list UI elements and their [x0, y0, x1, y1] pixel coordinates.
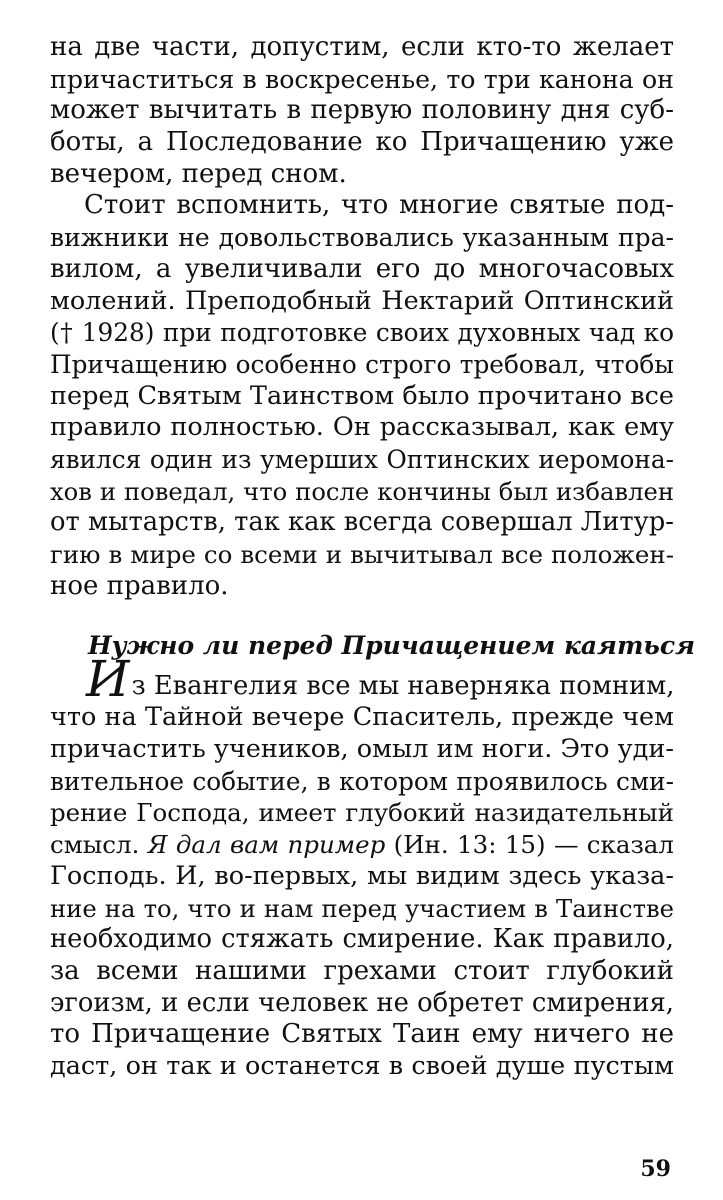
- text-line: необходимо стяжать смирение. Как правило,: [50, 924, 674, 955]
- text-line: явился один из умерших Оптинских иеромона-: [50, 444, 674, 474]
- text-line: († 1928) при подготовке своих духовных чад ко: [50, 318, 674, 348]
- paragraph-saints: [50, 190, 674, 602]
- scripture-quote: Я дал вам пример: [147, 830, 386, 860]
- text-line: рение Господа, имеет глубокий назидательный: [50, 798, 674, 828]
- paragraph-repentance: [50, 650, 675, 1082]
- text-line: за всеми нашими грехами стоит глубокий: [50, 955, 674, 986]
- quote-before: смысл.: [50, 830, 148, 860]
- text-line: боты, а Последование ко Причащению уже: [50, 127, 674, 158]
- text-line: Стоит вспомнить, что многие святые под-: [84, 190, 674, 221]
- dropcap-line: [50, 650, 675, 709]
- text-line: Господь. И, во-первых, мы видим здесь указа-: [50, 860, 674, 891]
- text-line: ное правило.: [50, 570, 229, 601]
- text-line: причастить учеников, омыл им ноги. Это уди-: [50, 734, 674, 765]
- drop-cap-letter: И: [86, 650, 130, 709]
- text-line: может вычитать в первую половину дня суб-: [50, 95, 674, 126]
- section-heading: Нужно ли перед Причащением каяться: [88, 631, 696, 661]
- text-line-rest: з Евангелия все мы наверняка помним,: [131, 671, 675, 702]
- page-number: 59: [640, 1156, 671, 1182]
- text-line: ние на то, что и нам перед участием в Таинстве: [50, 893, 674, 923]
- text-line: причаститься в воскресенье, то три канона он: [50, 64, 674, 94]
- text-line: хов и поведал, что после кончины был избавлен: [50, 476, 674, 506]
- text-line: вительное событие, в котором проявилось сми-: [50, 766, 674, 796]
- text-line: вилом, а увеличивали его до многочасовых: [50, 253, 674, 284]
- text-line: гию в мире со всеми и вычитывал все положен-: [50, 540, 674, 569]
- text-line: перед Святым Таинством было прочитано все: [50, 380, 674, 411]
- text-line: от мытарств, так как всегда совершал Литур-: [50, 507, 674, 538]
- quote-line: [50, 829, 674, 861]
- text-line: Причащению особенно строго требовал, чтобы: [50, 349, 674, 379]
- quote-after: (Ин. 13: 15) — сказал: [385, 830, 674, 860]
- text-line: правило полностью. Он рассказывал, как ему: [50, 412, 674, 443]
- paragraph-continuation: [50, 32, 674, 190]
- text-line: вечером, перед сном.: [50, 158, 347, 189]
- text-line: что на Тайной вечере Спаситель, прежде чем: [50, 702, 674, 733]
- text-line: даст, он так и останется в своей душе пустым: [50, 1050, 674, 1081]
- text-line: на две части, допустим, если кто-то желает: [50, 32, 674, 62]
- text-line: эгоизм, и если человек не обретет смирения,: [50, 987, 674, 1018]
- book-page: [50, 32, 696, 1172]
- text-line: то Причащение Святых Таин ему ничего не: [50, 1019, 674, 1050]
- text-line: вижники не довольствовались указанным пра-: [50, 223, 674, 253]
- text-line: молений. Преподобный Нектарий Оптинский: [50, 285, 674, 316]
